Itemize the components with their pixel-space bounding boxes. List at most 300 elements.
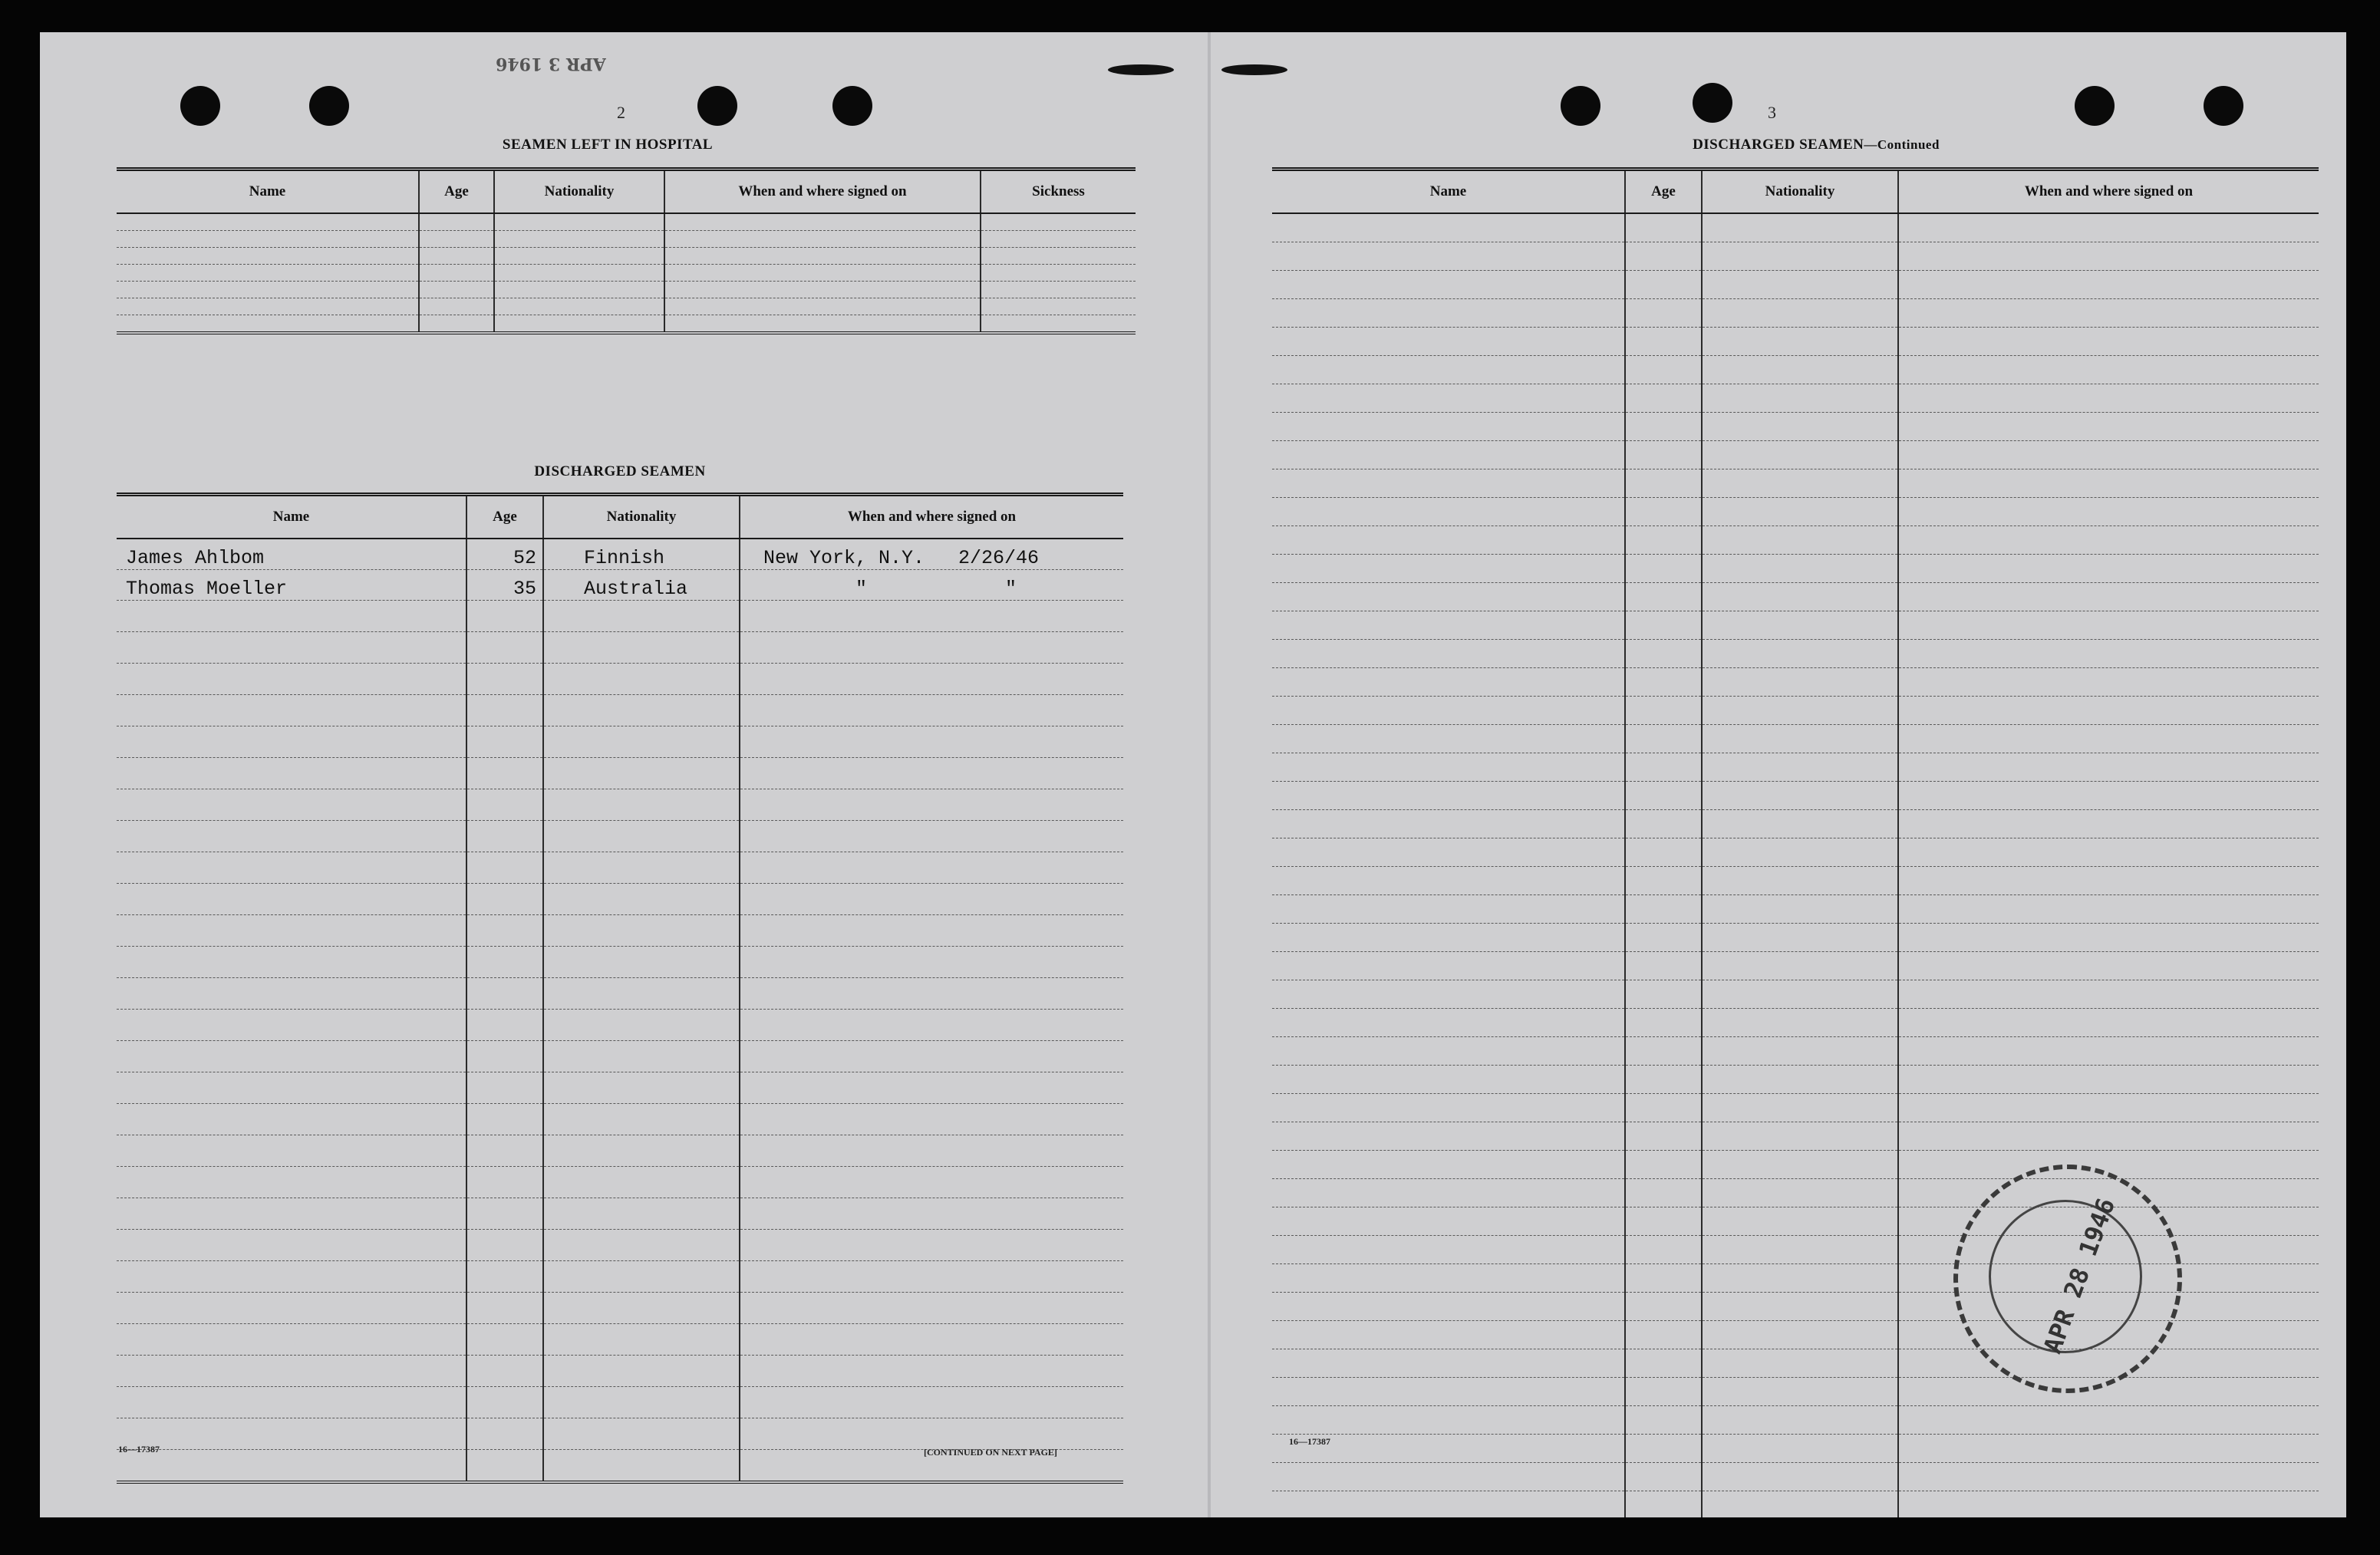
blank-row (1272, 1122, 2319, 1151)
blank-row (1272, 924, 2319, 952)
blank-row (117, 821, 1123, 852)
blank-cell (1898, 526, 2319, 555)
blank-cell (1702, 895, 1898, 924)
blank-cell (419, 248, 494, 265)
blank-row (1272, 555, 2319, 583)
blank-row (117, 231, 1136, 248)
blank-cell (1898, 583, 2319, 611)
blank-cell (466, 915, 543, 947)
blank-cell (1625, 328, 1702, 356)
col-name-header: Name (117, 170, 419, 214)
seaman-signed-on (740, 539, 1123, 570)
blank-cell (466, 1135, 543, 1167)
blank-row (1272, 328, 2319, 356)
blank-cell (1702, 469, 1898, 498)
punch-hole (697, 86, 737, 126)
blank-cell (1625, 1151, 1702, 1179)
blank-cell (1702, 242, 1898, 271)
blank-row (117, 282, 1136, 298)
blank-cell (419, 213, 494, 231)
blank-cell (664, 231, 981, 248)
blank-row (1272, 1037, 2319, 1066)
blank-cell (1702, 1491, 1898, 1518)
blank-cell (1898, 1094, 2319, 1122)
blank-cell (117, 947, 466, 978)
blank-cell (543, 601, 740, 632)
blank-cell (1702, 1435, 1898, 1463)
blank-row (1272, 611, 2319, 640)
blank-cell (1272, 640, 1625, 668)
blank-row (1272, 668, 2319, 697)
blank-cell (466, 852, 543, 884)
blank-cell (117, 695, 466, 726)
blank-cell (1898, 1037, 2319, 1066)
blank-cell (1898, 441, 2319, 469)
blank-cell (1898, 980, 2319, 1009)
blank-cell (1702, 1236, 1898, 1264)
blank-cell (1625, 583, 1702, 611)
blank-cell (1625, 810, 1702, 838)
blank-cell (1702, 1207, 1898, 1236)
blank-cell (1702, 1151, 1898, 1179)
blank-row (117, 248, 1136, 265)
blank-cell (740, 884, 1123, 915)
blank-cell (1625, 1236, 1702, 1264)
punch-hole (2204, 86, 2243, 126)
blank-row (1272, 1435, 2319, 1463)
blank-cell (1898, 697, 2319, 725)
blank-cell (1625, 356, 1702, 384)
blank-cell (740, 1261, 1123, 1293)
punch-hole (309, 86, 349, 126)
blank-cell (1898, 725, 2319, 753)
blank-row (1272, 1378, 2319, 1406)
blank-cell (1898, 1009, 2319, 1037)
blank-row (117, 789, 1123, 821)
blank-cell (1702, 441, 1898, 469)
blank-cell (1898, 952, 2319, 980)
blank-cell (1272, 1094, 1625, 1122)
blank-cell (1702, 1066, 1898, 1094)
blank-cell (1625, 1179, 1702, 1207)
blank-cell (740, 1356, 1123, 1387)
blank-cell (740, 1387, 1123, 1418)
blank-cell (1625, 980, 1702, 1009)
blank-cell (1272, 242, 1625, 271)
blank-cell (543, 1293, 740, 1324)
blank-cell (1702, 1094, 1898, 1122)
blank-cell (1272, 611, 1625, 640)
blank-cell (117, 265, 419, 282)
blank-cell (1898, 413, 2319, 441)
discharged-table (117, 493, 1123, 1484)
blank-cell (1272, 1491, 1625, 1518)
blank-cell (466, 632, 543, 664)
form-number: 16—17387 (1289, 1436, 1330, 1447)
blank-cell (1272, 980, 1625, 1009)
blank-cell (1702, 697, 1898, 725)
seaman-name: James Ahlbom (117, 539, 466, 570)
blank-cell (543, 1230, 740, 1261)
blank-cell (1702, 498, 1898, 526)
blank-cell (740, 601, 1123, 632)
blank-cell (1625, 640, 1702, 668)
signed-on-place: New York, N.Y. (763, 547, 925, 569)
blank-cell (1625, 1378, 1702, 1406)
blank-cell (117, 213, 419, 231)
blank-cell (1898, 213, 2319, 242)
blank-row (117, 1010, 1123, 1041)
blank-cell (1272, 952, 1625, 980)
blank-cell (117, 1198, 466, 1230)
blank-cell (466, 758, 543, 789)
col-nationality-header: Nationality (1702, 170, 1898, 214)
blank-cell (1625, 441, 1702, 469)
col-age-header: Age (466, 495, 543, 539)
blank-cell (740, 664, 1123, 695)
blank-cell (466, 1418, 543, 1450)
blank-cell (117, 1167, 466, 1198)
continued-note: [CONTINUED ON NEXT PAGE] (924, 1447, 1057, 1458)
blank-cell (117, 282, 419, 298)
blank-cell (543, 1324, 740, 1356)
blank-row (117, 1167, 1123, 1198)
blank-cell (494, 265, 664, 282)
blank-cell (1702, 753, 1898, 782)
blank-cell (117, 1072, 466, 1104)
blank-cell (981, 248, 1136, 265)
blank-cell (664, 315, 981, 334)
blank-cell (1702, 555, 1898, 583)
blank-cell (1625, 668, 1702, 697)
blank-cell (1702, 1179, 1898, 1207)
page-number: 2 (617, 103, 625, 122)
col-when-where-header: When and where signed on (664, 170, 981, 214)
blank-cell (1272, 1264, 1625, 1293)
blank-cell (419, 282, 494, 298)
blank-cell (117, 248, 419, 265)
blank-cell (494, 248, 664, 265)
blank-row (1272, 1349, 2319, 1378)
blank-cell (1272, 1151, 1625, 1179)
blank-cell (466, 726, 543, 758)
blank-cell (1898, 668, 2319, 697)
blank-cell (466, 821, 543, 852)
blank-row (1272, 725, 2319, 753)
blank-row (117, 695, 1123, 726)
postmark-stamp (1953, 1165, 2182, 1393)
blank-cell (1625, 1037, 1702, 1066)
blank-row (1272, 413, 2319, 441)
blank-row (1272, 213, 2319, 242)
blank-row (1272, 271, 2319, 299)
col-sickness-header: Sickness (981, 170, 1136, 214)
blank-cell (1702, 1264, 1898, 1293)
blank-row (1272, 356, 2319, 384)
blank-cell (466, 1198, 543, 1230)
blank-cell (1625, 242, 1702, 271)
blank-cell (1898, 498, 2319, 526)
blank-cell (1625, 1066, 1702, 1094)
discharged-title: DISCHARGED SEAMEN (534, 463, 706, 479)
blank-row (117, 213, 1136, 231)
blank-cell (1898, 356, 2319, 384)
blank-cell (740, 632, 1123, 664)
blank-cell (1272, 1122, 1625, 1151)
blank-cell (543, 1041, 740, 1072)
blank-row (117, 1072, 1123, 1104)
blank-cell (1625, 611, 1702, 640)
blank-cell (1625, 1293, 1702, 1321)
blank-cell (419, 265, 494, 282)
blank-cell (543, 1072, 740, 1104)
blank-cell (543, 852, 740, 884)
blank-cell (1625, 413, 1702, 441)
blank-cell (117, 1418, 466, 1450)
blank-cell (543, 758, 740, 789)
blank-cell (1272, 555, 1625, 583)
page-fold (1208, 32, 1211, 1517)
blank-cell (1702, 1406, 1898, 1435)
col-age-header: Age (419, 170, 494, 214)
blank-row (1272, 838, 2319, 867)
blank-cell (1625, 924, 1702, 952)
blank-cell (543, 664, 740, 695)
blank-cell (543, 978, 740, 1010)
blank-cell (981, 282, 1136, 298)
blank-cell (740, 947, 1123, 978)
blank-cell (1625, 1406, 1702, 1435)
blank-cell (543, 1167, 740, 1198)
blank-row (117, 265, 1136, 282)
seaman-signed-on (740, 570, 1123, 601)
punch-hole (1693, 83, 1732, 123)
blank-cell (664, 298, 981, 315)
blank-cell (1898, 753, 2319, 782)
blank-cell (740, 789, 1123, 821)
blank-cell (117, 601, 466, 632)
blank-row (117, 1387, 1123, 1418)
document-sheet (40, 32, 2346, 1517)
blank-cell (1702, 924, 1898, 952)
blank-cell (117, 1104, 466, 1135)
blank-cell (543, 1104, 740, 1135)
blank-cell (1625, 838, 1702, 867)
blank-row (1272, 469, 2319, 498)
blank-row (1272, 1151, 2319, 1179)
blank-cell (1272, 469, 1625, 498)
blank-cell (1898, 1122, 2319, 1151)
blank-row (1272, 1491, 2319, 1518)
blank-cell (1625, 1207, 1702, 1236)
blank-cell (466, 1167, 543, 1198)
blank-row (117, 298, 1136, 315)
signed-on-date: " (1005, 578, 1017, 600)
blank-row (1272, 980, 2319, 1009)
blank-cell (1272, 1463, 1625, 1491)
blank-row (1272, 384, 2319, 413)
blank-cell (543, 1261, 740, 1293)
table-row (117, 570, 1123, 601)
blank-cell (543, 1198, 740, 1230)
blank-row (117, 884, 1123, 915)
blank-cell (466, 884, 543, 915)
blank-cell (543, 1356, 740, 1387)
blank-cell (117, 1387, 466, 1418)
blank-cell (494, 282, 664, 298)
blank-cell (1898, 838, 2319, 867)
blank-cell (543, 1418, 740, 1450)
blank-cell (117, 1261, 466, 1293)
blank-cell (1702, 356, 1898, 384)
blank-cell (1702, 1349, 1898, 1378)
blank-cell (543, 632, 740, 664)
signed-on-date: 2/26/46 (958, 547, 1040, 569)
blank-cell (117, 1293, 466, 1324)
blank-cell (1702, 725, 1898, 753)
blank-cell (1272, 867, 1625, 895)
blank-cell (1702, 526, 1898, 555)
blank-cell (1898, 640, 2319, 668)
blank-cell (740, 1072, 1123, 1104)
blank-cell (664, 213, 981, 231)
blank-row (1272, 242, 2319, 271)
blank-cell (740, 1167, 1123, 1198)
blank-cell (1898, 1435, 2319, 1463)
blank-cell (1625, 725, 1702, 753)
blank-row (1272, 1179, 2319, 1207)
blank-cell (543, 947, 740, 978)
blank-cell (1702, 980, 1898, 1009)
blank-cell (1272, 753, 1625, 782)
blank-row (1272, 1463, 2319, 1491)
blank-cell (543, 695, 740, 726)
seaman-age: 52 (466, 539, 543, 570)
blank-cell (740, 821, 1123, 852)
blank-cell (664, 282, 981, 298)
blank-cell (1898, 924, 2319, 952)
blank-cell (1702, 810, 1898, 838)
blank-cell (740, 695, 1123, 726)
blank-cell (1272, 1321, 1625, 1349)
blank-cell (1272, 725, 1625, 753)
blank-cell (1272, 213, 1625, 242)
discharged-rows (117, 539, 1123, 1482)
blank-cell (466, 601, 543, 632)
blank-row (1272, 1406, 2319, 1435)
blank-cell (117, 1450, 466, 1483)
blank-cell (1272, 1378, 1625, 1406)
blank-cell (117, 231, 419, 248)
blank-cell (664, 265, 981, 282)
blank-cell (740, 1041, 1123, 1072)
blank-cell (981, 231, 1136, 248)
blank-row (1272, 498, 2319, 526)
seaman-nationality: Australia (543, 570, 740, 601)
blank-cell (1272, 384, 1625, 413)
blank-cell (1272, 782, 1625, 810)
blank-row (117, 1356, 1123, 1387)
blank-cell (543, 726, 740, 758)
blank-cell (1272, 1179, 1625, 1207)
blank-cell (117, 884, 466, 915)
blank-cell (1625, 895, 1702, 924)
blank-row (117, 1230, 1123, 1261)
blank-cell (981, 265, 1136, 282)
col-when-where-header: When and where signed on (1898, 170, 2319, 214)
blank-cell (419, 298, 494, 315)
blank-cell (543, 789, 740, 821)
blank-cell (1702, 640, 1898, 668)
blank-cell (466, 789, 543, 821)
blank-cell (1272, 1009, 1625, 1037)
blank-cell (1272, 1293, 1625, 1321)
blank-cell (1625, 1094, 1702, 1122)
blank-cell (466, 695, 543, 726)
blank-cell (1702, 867, 1898, 895)
blank-cell (1625, 498, 1702, 526)
blank-cell (740, 1293, 1123, 1324)
blank-cell (1702, 611, 1898, 640)
blank-cell (740, 1135, 1123, 1167)
blank-row (117, 1135, 1123, 1167)
blank-row (117, 315, 1136, 334)
blank-cell (1702, 782, 1898, 810)
signed-on-place: " (855, 578, 868, 600)
blank-cell (1272, 1066, 1625, 1094)
blank-cell (1625, 782, 1702, 810)
blank-cell (1625, 867, 1702, 895)
blank-cell (466, 1104, 543, 1135)
blank-cell (543, 1450, 740, 1483)
blank-cell (1898, 782, 2319, 810)
blank-cell (740, 852, 1123, 884)
col-when-where-header: When and where signed on (740, 495, 1123, 539)
blank-cell (740, 758, 1123, 789)
blank-cell (117, 1041, 466, 1072)
blank-cell (1272, 271, 1625, 299)
blank-cell (1272, 441, 1625, 469)
blank-cell (466, 1293, 543, 1324)
blank-cell (1272, 1406, 1625, 1435)
blank-cell (117, 1356, 466, 1387)
blank-row (117, 1293, 1123, 1324)
blank-row (1272, 441, 2319, 469)
blank-cell (543, 1135, 740, 1167)
blank-cell (1625, 526, 1702, 555)
hospital-table (117, 167, 1136, 334)
blank-cell (1625, 299, 1702, 328)
blank-cell (1272, 498, 1625, 526)
blank-cell (740, 915, 1123, 947)
discharged-continued-title: DISCHARGED SEAMEN—Continued (1693, 137, 1940, 153)
blank-cell (1898, 328, 2319, 356)
blank-cell (1898, 867, 2319, 895)
blank-row (1272, 640, 2319, 668)
blank-cell (740, 1010, 1123, 1041)
blank-cell (117, 298, 419, 315)
punch-hole (2075, 86, 2115, 126)
blank-row (1272, 952, 2319, 980)
blank-cell (1702, 299, 1898, 328)
blank-cell (1898, 384, 2319, 413)
blank-cell (117, 726, 466, 758)
blank-row (1272, 895, 2319, 924)
blank-cell (1625, 1435, 1702, 1463)
blank-cell (1898, 810, 2319, 838)
blank-cell (1702, 271, 1898, 299)
blank-cell (1272, 1349, 1625, 1378)
